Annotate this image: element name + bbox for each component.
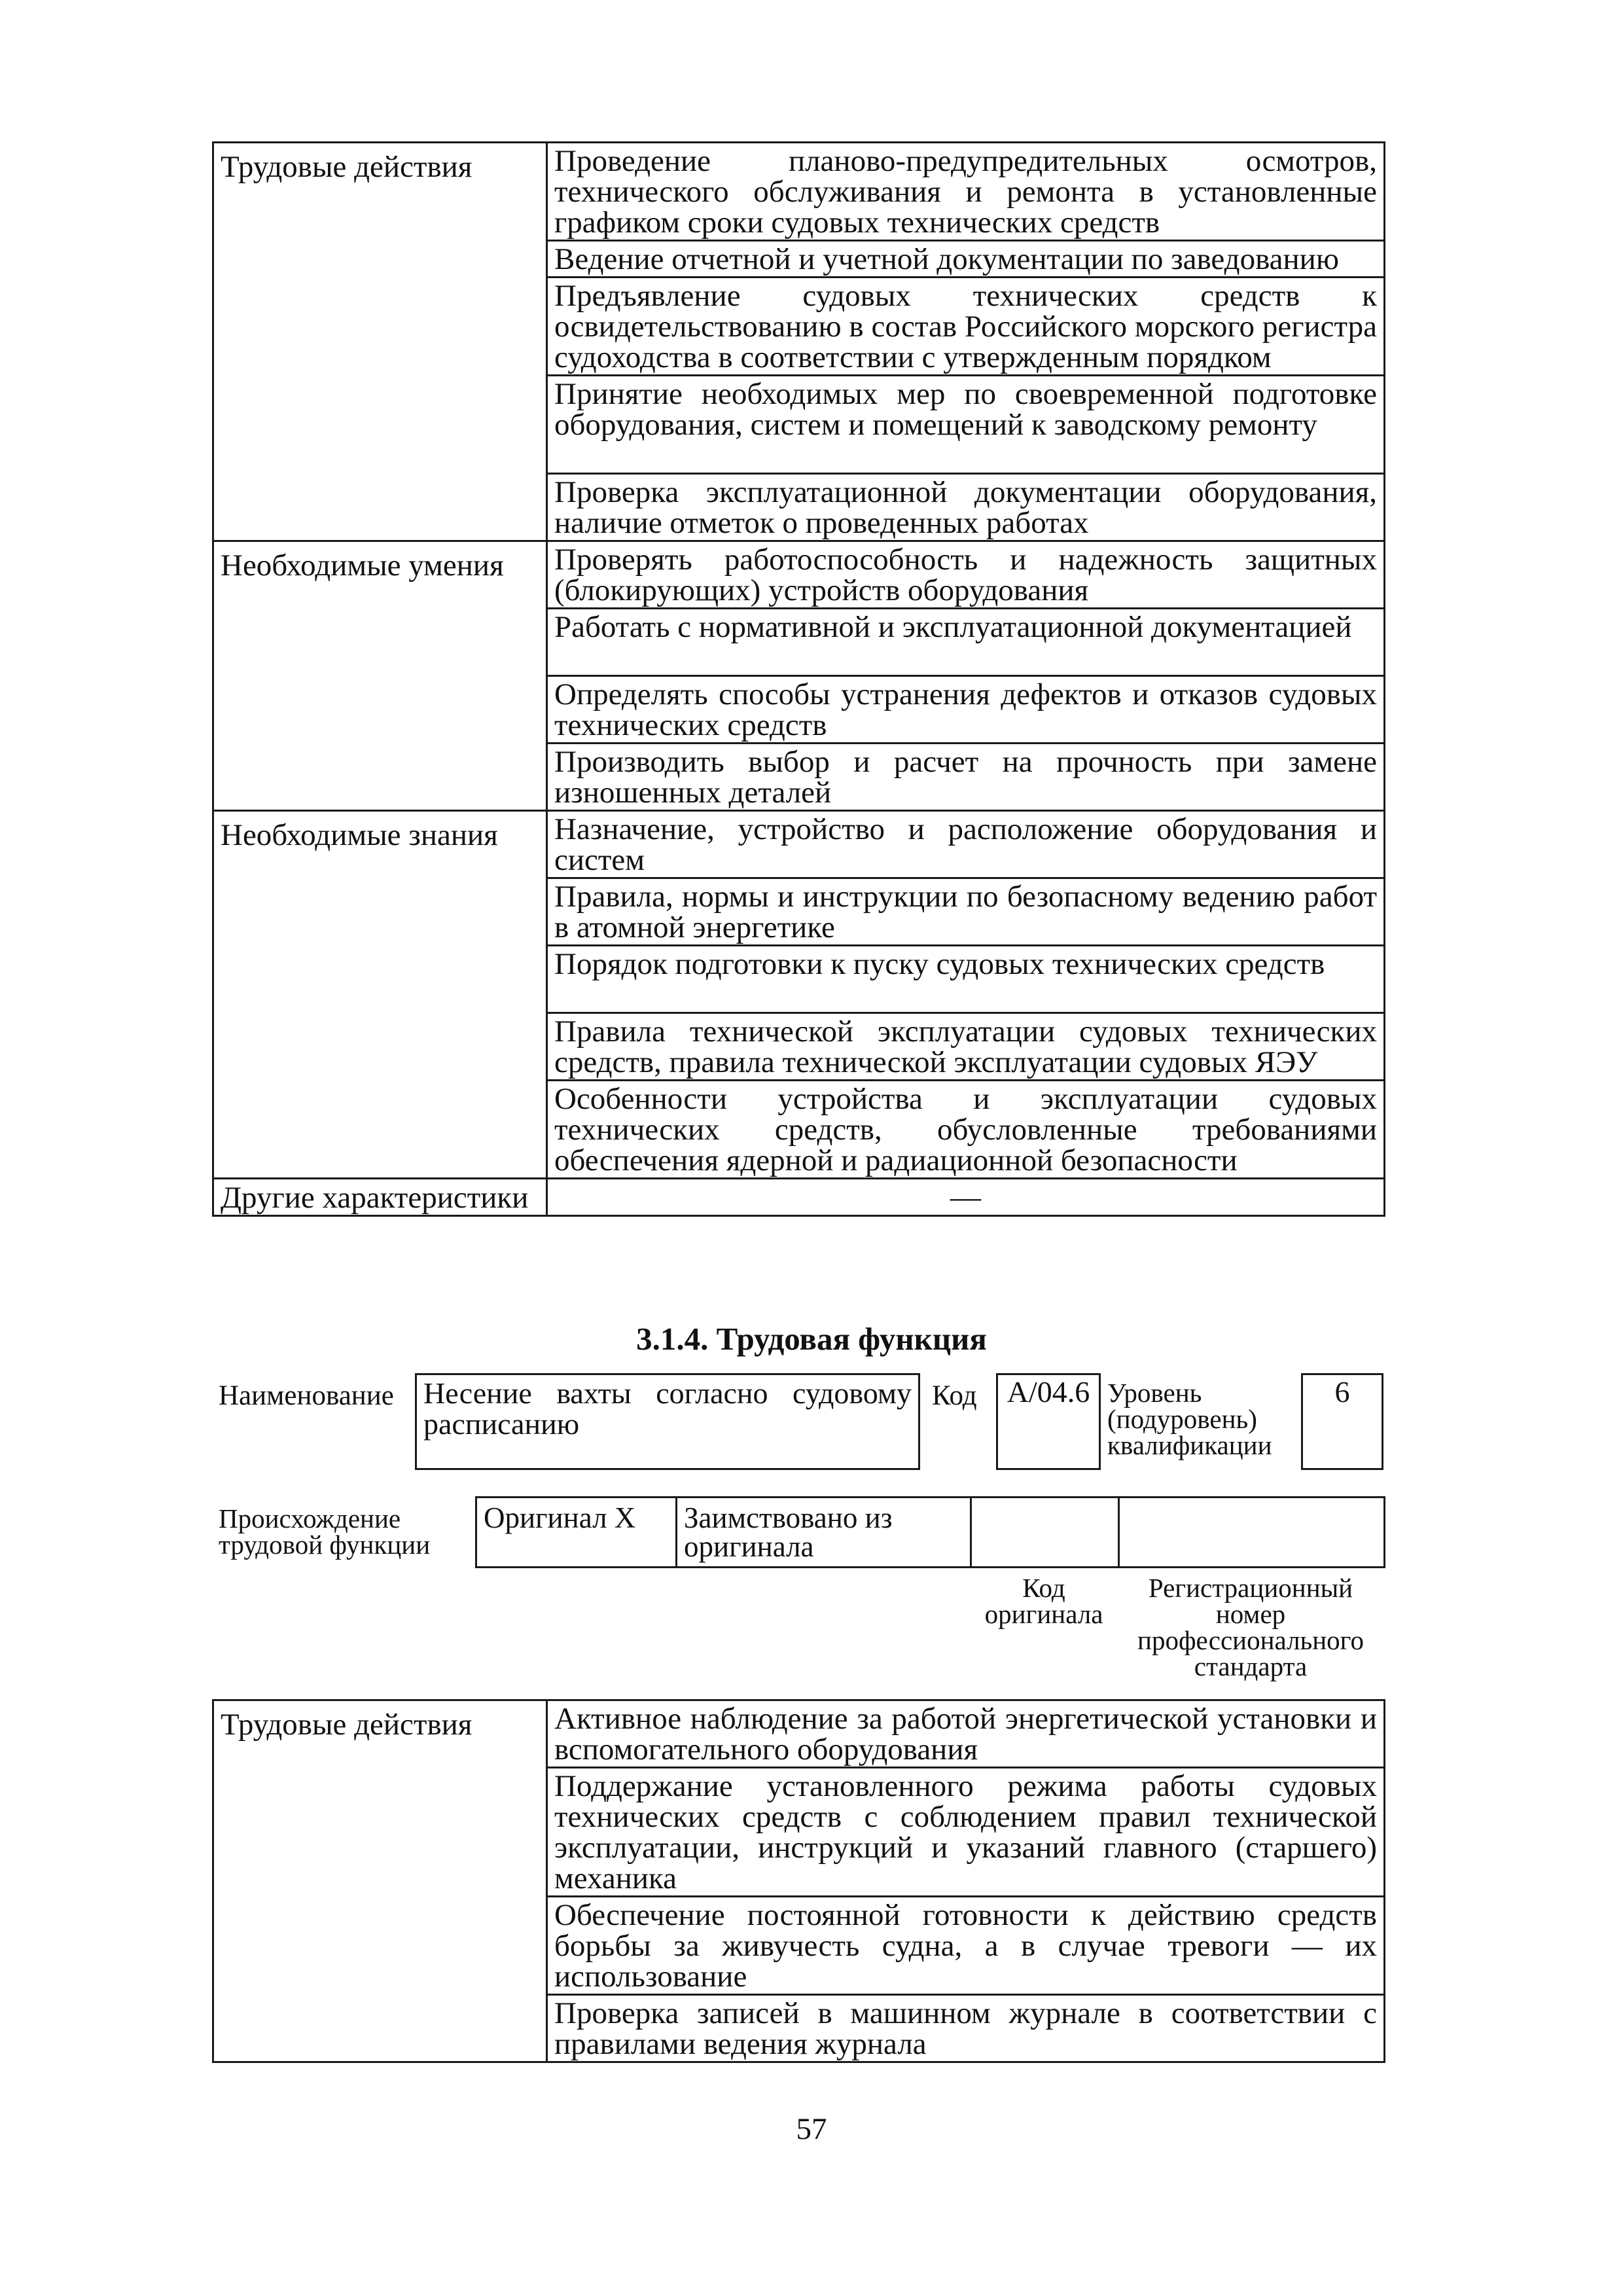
origin-original-cell: Оригинал X: [476, 1498, 677, 1568]
qualification-level-label: Уровень (подуровень) квалификации: [1107, 1378, 1272, 1460]
origin-borrowed-cell: Заимствовано из оригинала: [677, 1498, 971, 1568]
row-label-labor-actions: Трудовые действия: [213, 1700, 547, 2062]
section-title: 3.1.4. Трудовая функция: [636, 1321, 987, 1357]
table-cell: Работать с нормативной и эксплуатационной документацией: [547, 609, 1385, 676]
table-row: [213, 541, 1385, 609]
origin-label: Происхождение трудовой функции: [219, 1503, 431, 1560]
table-row: [213, 1179, 1385, 1216]
row-label-labor-actions: Трудовые действия: [213, 143, 547, 541]
code-original-caption: Код оригинала: [984, 1573, 1103, 1629]
table-cell: Правила технической эксплуатации судовых технических средств, правила технической эксплуатации судовых ЯЭУ: [547, 1013, 1385, 1081]
table-cell: Производить выбор и расчет на прочность при замене изношенных деталей: [547, 744, 1385, 811]
table-cell: Обеспечение постоянной готовности к действию средств борьбы за живучесть судна, а в случае тревоги — их использование: [547, 1897, 1385, 1995]
name-label: Наименование: [219, 1380, 394, 1411]
table-cell: Проверять работоспособность и надежность защитных (блокирующих) устройств оборудования: [547, 541, 1385, 609]
code-label: Код: [932, 1380, 977, 1411]
table-row: [213, 143, 1385, 241]
registration-number-caption: Регистрационный номер профессионального стандарта: [1137, 1573, 1364, 1681]
table-cell: Назначение, устройство и расположение оборудования и систем: [547, 811, 1385, 878]
origin-code-cell: [971, 1498, 1119, 1568]
table-cell: Проверка записей в машинном журнале в соответствии с правилами ведения журнала: [547, 1995, 1385, 2062]
row-label-required-knowledge: Необходимые знания: [213, 811, 547, 1179]
row-label-required-skills: Необходимые умения: [213, 541, 547, 811]
table-cell: Определять способы устранения дефектов и отказов судовых технических средств: [547, 676, 1385, 744]
table-row: [213, 811, 1385, 878]
table-cell: —: [547, 1179, 1385, 1216]
table-cell: Правила, нормы и инструкции по безопасному ведению работ в атомной энергетике: [547, 878, 1385, 946]
table-cell: Проведение планово-предупредительных осмотров, технического обслуживания и ремонта в установленные графиком сроки судовых технических средств: [547, 143, 1385, 241]
table-cell: Особенности устройства и эксплуатации судовых технических средств, обусловленные требованиями обеспечения ядерной и радиационной безопасности: [547, 1081, 1385, 1179]
page-number: 57: [796, 2112, 827, 2146]
table-cell: Предъявление судовых технических средств к освидетельствованию в состав Российского морского регистра судоходства в соответствии с утвержденным порядком: [547, 278, 1385, 376]
table-cell: Ведение отчетной и учетной документации по заведованию: [547, 241, 1385, 278]
table-cell: Порядок подготовки к пуску судовых технических средств: [547, 946, 1385, 1013]
table-cell: Проверка эксплуатационной документации оборудования, наличие отметок о проведенных работах: [547, 474, 1385, 541]
qualification-level-box: 6: [1301, 1373, 1383, 1470]
row-label-other-characteristics: Другие характеристики: [213, 1179, 547, 1216]
function-name-box: Несение вахты согласно судовому расписанию: [415, 1373, 920, 1470]
table-cell: Принятие необходимых мер по своевременной подготовке оборудования, систем и помещений к заводскому ремонту: [547, 376, 1385, 474]
table-row: [476, 1498, 1385, 1568]
table-row: [213, 1700, 1385, 1768]
table-cell: Активное наблюдение за работой энергетической установки и вспомогательного оборудования: [547, 1700, 1385, 1768]
labor-function-table-continued: [212, 141, 1385, 1217]
table-cell: Поддержание установленного режима работы судовых технических средств с соблюдением правил технической эксплуатации, инструкций и указаний главного (старшего) механика: [547, 1768, 1385, 1897]
origin-reg-number-cell: [1119, 1498, 1385, 1568]
origin-table: [475, 1496, 1385, 1568]
labor-actions-table: [212, 1699, 1385, 2063]
function-code-box: A/04.6: [996, 1373, 1101, 1470]
